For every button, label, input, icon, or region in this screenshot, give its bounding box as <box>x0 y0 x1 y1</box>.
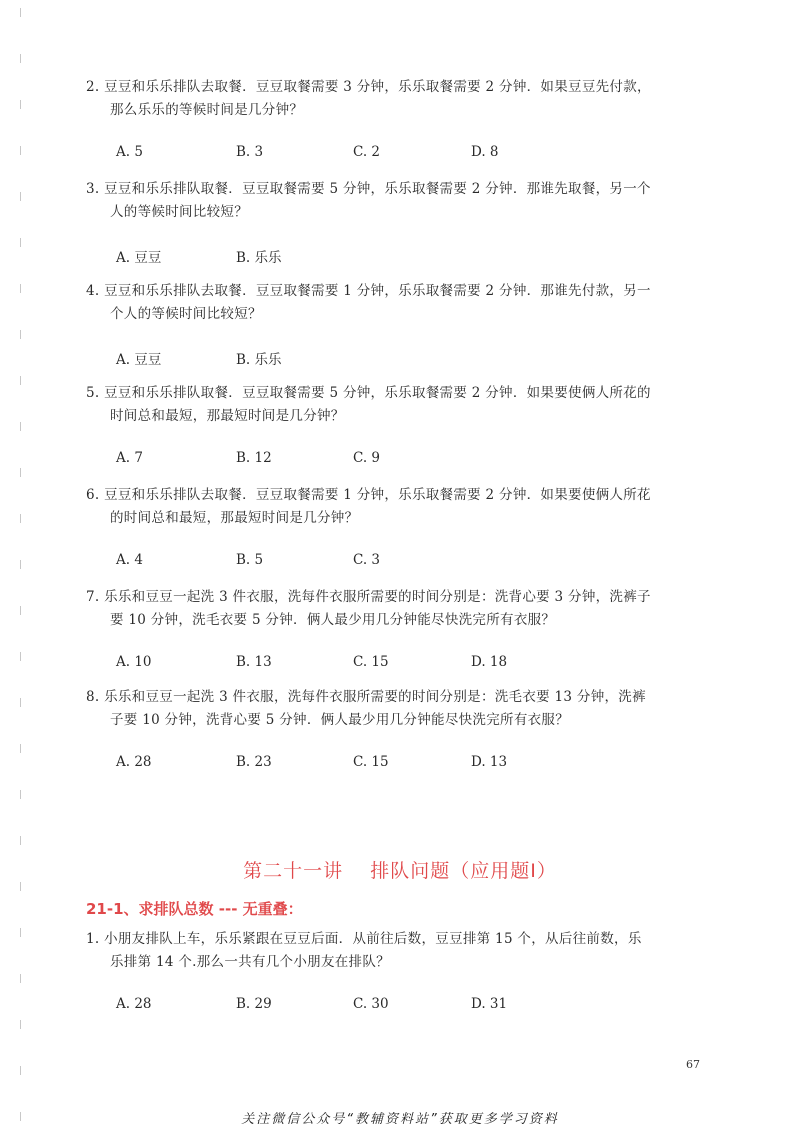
option-a: A. 28 <box>116 996 152 1012</box>
question-7 <box>86 586 726 678</box>
question-text-line: 6. 豆豆和乐乐排队去取餐．豆豆取餐需要 1 分钟，乐乐取餐需要 2 分钟．如果要使俩人所花 <box>86 487 651 503</box>
option-d: D. 8 <box>471 144 499 160</box>
option-a: A. 4 <box>116 552 143 568</box>
answer-options <box>86 552 726 576</box>
question-text-line: 那么乐乐的等候时间是几分钟？ <box>110 102 304 118</box>
answer-options <box>86 246 726 270</box>
option-c: C. 30 <box>353 996 389 1012</box>
question-2 <box>86 76 726 168</box>
question-text-line: 子要 10 分钟，洗背心要 5 分钟．俩人最少用几分钟能尽快洗完所有衣服？ <box>110 712 570 728</box>
answer-options <box>86 348 726 372</box>
answer-options <box>86 450 726 474</box>
question-text-line: 乐排第 14 个.那么一共有几个小朋友在排队？ <box>110 954 390 970</box>
question-text-line: 7. 乐乐和豆豆一起洗 3 件衣服，洗每件衣服所需要的时间分别是：洗背心要 3 分钟，洗裤子 <box>86 589 651 605</box>
option-b: B. 乐乐 <box>236 250 282 266</box>
option-c: C. 2 <box>353 144 381 160</box>
chapter-title: 第二十一讲 排队问题（应用题Ⅰ） <box>243 860 557 882</box>
question-3 <box>86 178 726 270</box>
section-question-1 <box>86 928 726 1020</box>
option-a: A. 5 <box>116 144 143 160</box>
question-text-line: 2. 豆豆和乐乐排队去取餐．豆豆取餐需要 3 分钟，乐乐取餐需要 2 分钟．如果豆豆先付款， <box>86 79 651 95</box>
option-c: C. 15 <box>353 654 389 670</box>
option-b: B. 乐乐 <box>236 352 282 368</box>
option-a: A. 7 <box>116 450 143 466</box>
question-text-line: 3. 豆豆和乐乐排队取餐．豆豆取餐需要 5 分钟，乐乐取餐需要 2 分钟．那谁先取餐，另一个 <box>86 181 651 197</box>
answer-options <box>86 996 726 1020</box>
option-a: A. 10 <box>116 654 152 670</box>
option-b: B. 23 <box>236 754 272 770</box>
option-c: C. 9 <box>353 450 381 466</box>
option-a: A. 豆豆 <box>116 250 162 266</box>
question-text-line: 4. 豆豆和乐乐排队去取餐．豆豆取餐需要 1 分钟，乐乐取餐需要 2 分钟．那谁先付款，另一 <box>86 283 651 299</box>
question-5 <box>86 382 726 474</box>
answer-options <box>86 754 726 778</box>
answer-options <box>86 654 726 678</box>
question-text-line: 1. 小朋友排队上车，乐乐紧跟在豆豆后面．从前往后数，豆豆排第 15 个，从后往前数，乐 <box>86 931 642 947</box>
option-a: A. 豆豆 <box>116 352 162 368</box>
page-number: 67 <box>686 1058 700 1071</box>
option-b: B. 13 <box>236 654 272 670</box>
option-b: B. 5 <box>236 552 264 568</box>
footer-note: 关注微信公众号“教辅资料站”获取更多学习资料 <box>241 1112 559 1127</box>
option-c: C. 15 <box>353 754 389 770</box>
question-text-line: 个人的等候时间比较短？ <box>110 306 262 322</box>
question-6 <box>86 484 726 576</box>
option-d: D. 18 <box>471 654 508 670</box>
option-b: B. 3 <box>236 144 264 160</box>
question-4 <box>86 280 726 372</box>
question-text-line: 时间总和最短，那最短时间是几分钟？ <box>110 408 345 424</box>
question-text-line: 的时间总和最短，那最短时间是几分钟？ <box>110 510 359 526</box>
option-a: A. 28 <box>116 754 152 770</box>
section-title: 21-1、求排队总数 --- 无重叠： <box>86 900 303 918</box>
option-d: D. 31 <box>471 996 508 1012</box>
question-text-line: 要 10 分钟，洗毛衣要 5 分钟．俩人最少用几分钟能尽快洗完所有衣服？ <box>110 612 556 628</box>
option-d: D. 13 <box>471 754 508 770</box>
question-8 <box>86 686 726 778</box>
question-text-line: 人的等候时间比较短？ <box>110 204 248 220</box>
option-b: B. 12 <box>236 450 272 466</box>
option-c: C. 3 <box>353 552 381 568</box>
question-text-line: 8. 乐乐和豆豆一起洗 3 件衣服，洗每件衣服所需要的时间分别是：洗毛衣要 13 分钟，洗裤 <box>86 689 646 705</box>
answer-options <box>86 144 726 168</box>
option-b: B. 29 <box>236 996 272 1012</box>
question-text-line: 5. 豆豆和乐乐排队取餐．豆豆取餐需要 5 分钟，乐乐取餐需要 2 分钟．如果要使俩人所花的 <box>86 385 651 401</box>
